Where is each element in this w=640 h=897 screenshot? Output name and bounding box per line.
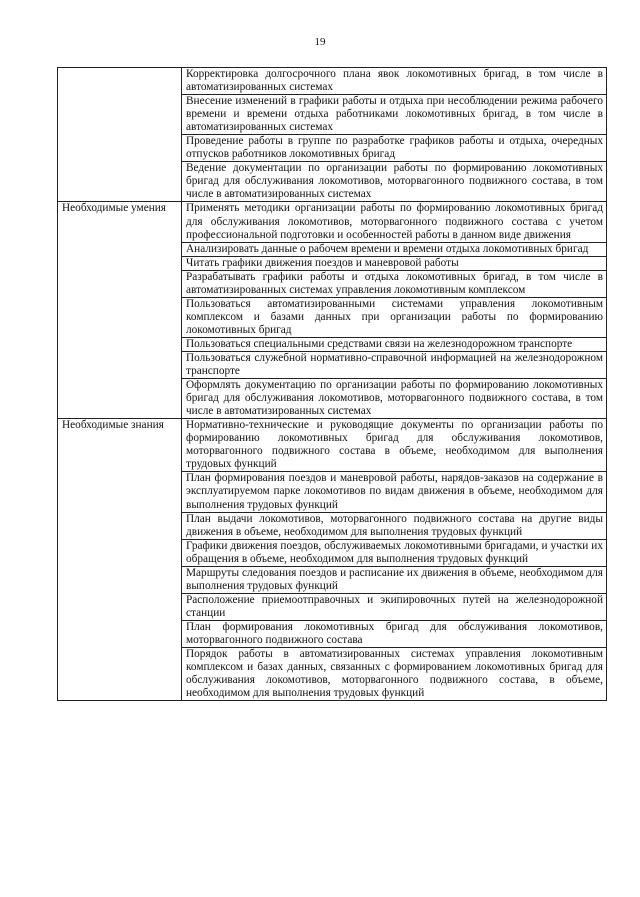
table-cell: Расположение приемоотправочных и экипировочных путей на железнодорожной станции	[182, 593, 607, 620]
row-label-empty	[58, 648, 182, 701]
table-row	[58, 202, 607, 242]
table-cell: Пользоваться служебной нормативно-справочной информацией на железнодорожном транспорте	[182, 351, 607, 378]
row-label-empty	[58, 135, 182, 162]
table-cell: План формирования поездов и маневровой работы, нарядов-заказов на содержание в эксплуатируемом парке локомотивов по видам движения в объеме, необходимом для выполнения трудовых функций	[182, 472, 607, 512]
row-label-empty	[58, 512, 182, 539]
row-label-skills: Необходимые умения	[58, 202, 182, 242]
table-cell: Пользоваться специальными средствами связи на железнодорожном транспорте	[182, 337, 607, 351]
competency-table	[57, 67, 607, 701]
row-label-empty	[58, 95, 182, 135]
table-row	[58, 68, 607, 95]
table-row	[58, 351, 607, 378]
table-cell: Применять методики организации работы по формированию локомотивных бригад для обслуживания локомотивов, моторвагонного подвижного состава с учетом профессиональной подготовки и особенностей работы в данном виде движения	[182, 202, 607, 242]
table-row	[58, 337, 607, 351]
table-cell: Нормативно-технические и руководящие документы по организации работы по формированию локомотивных бригад для обслуживания локомотивов, моторвагонного подвижного состава в объеме, необходимом для выполнения трудовых функций	[182, 419, 607, 472]
table-cell: План формирования локомотивных бригад для обслуживания локомотивов, моторвагонного подвижного состава	[182, 620, 607, 647]
table-cell: Проведение работы в группе по разработке графиков работы и отдыха, очередных отпусков работников локомотивных бригад	[182, 135, 607, 162]
row-label	[58, 68, 182, 95]
table-cell: Оформлять документацию по организации работы по формированию локомотивных бригад для обслуживания локомотивов, моторвагонного подвижного состава, в том числе в автоматизированных системах	[182, 379, 607, 419]
row-label-empty	[58, 162, 182, 202]
table-row	[58, 297, 607, 337]
row-label-empty	[58, 566, 182, 593]
row-label-empty	[58, 472, 182, 512]
row-label-empty	[58, 351, 182, 378]
row-label-empty	[58, 270, 182, 297]
table-cell: Порядок работы в автоматизированных системах управления локомотивным комплексом и базах данных, связанных с формированием локомотивных бригад для обслуживания локомотивов, моторвагонного подвижного состава, в объеме, необходимом для выполнения трудовых функций	[182, 648, 607, 701]
table-row	[58, 472, 607, 512]
table-row	[58, 566, 607, 593]
table-row	[58, 270, 607, 297]
table-cell: План выдачи локомотивов, моторвагонного подвижного состава на другие виды движения в объеме, необходимом для выполнения трудовых функций	[182, 512, 607, 539]
table-row	[58, 162, 607, 202]
table-cell: Ведение документации по организации работы по формированию локомотивных бригад для обслуживания локомотивов, моторвагонного подвижного состава, в том числе в автоматизированных системах	[182, 162, 607, 202]
table-cell: Внесение изменений в графики работы и отдыха при несоблюдении режима рабочего времени и времени отдыха работниками локомотивных бригад, в том числе в автоматизированных системах	[182, 95, 607, 135]
table-cell: Графики движения поездов, обслуживаемых локомотивными бригадами, и участки их обращения в объеме, необходимом для выполнения трудовых функций	[182, 539, 607, 566]
table-row	[58, 539, 607, 566]
page-number: 19	[314, 36, 326, 48]
table-cell: Разрабатывать графики работы и отдыха локомотивных бригад, в том числе в автоматизированных системах управления локомотивным комплексом	[182, 270, 607, 297]
row-label-knowledge: Необходимые знания	[58, 419, 182, 472]
table-row	[58, 419, 607, 472]
table-row	[58, 242, 607, 256]
row-label-empty	[58, 242, 182, 256]
row-label-empty	[58, 539, 182, 566]
table-cell: Анализировать данные о рабочем времени и времени отдыха локомотивных бригад	[182, 242, 607, 256]
table-cell: Пользоваться автоматизированными системами управления локомотивным комплексом и базами данных при организации работы по формированию локомотивных бригад	[182, 297, 607, 337]
table-row	[58, 620, 607, 647]
row-label-empty	[58, 297, 182, 337]
row-label-empty	[58, 256, 182, 270]
table-cell: Маршруты следования поездов и расписание их движения в объеме, необходимом для выполнения трудовых функций	[182, 566, 607, 593]
table-row	[58, 512, 607, 539]
row-label-empty	[58, 593, 182, 620]
table-cell: Корректировка долгосрочного плана явок локомотивных бригад, в том числе в автоматизированных системах	[182, 68, 607, 95]
table-row	[58, 593, 607, 620]
table-row	[58, 379, 607, 419]
table-row	[58, 135, 607, 162]
row-label-empty	[58, 620, 182, 647]
row-label-empty	[58, 379, 182, 419]
table-row	[58, 95, 607, 135]
table-cell: Читать графики движения поездов и маневровой работы	[182, 256, 607, 270]
table-row	[58, 256, 607, 270]
row-label-empty	[58, 337, 182, 351]
table-row	[58, 648, 607, 701]
